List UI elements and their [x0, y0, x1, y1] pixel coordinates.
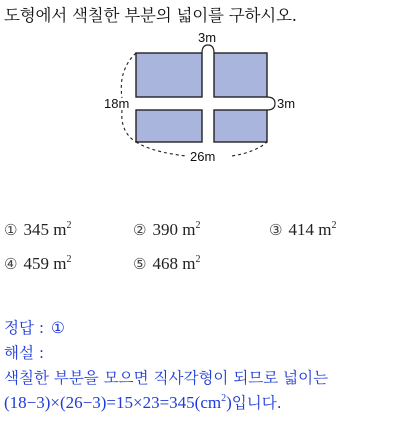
label-path-width-right: 3m: [277, 96, 296, 111]
choice-exponent: 2: [195, 254, 201, 265]
answer-label: 정답 :: [4, 319, 45, 337]
choice-1[interactable]: [4, 220, 71, 240]
choice-value: 468 m: [152, 254, 196, 273]
choice-value: 345 m: [23, 220, 67, 239]
choice-value: 390 m: [152, 220, 196, 239]
choice-exponent: 2: [195, 220, 201, 231]
choice-exponent: 2: [331, 220, 337, 231]
vertical-path-arc: [202, 45, 214, 53]
choice-number: ⑤: [133, 255, 147, 273]
shaded-region-bottom-right: [214, 110, 267, 142]
choice-exponent: 2: [66, 220, 72, 231]
shaded-rectangle-figure: [0, 0, 400, 180]
choice-exponent: 2: [66, 254, 72, 265]
shaded-region-bottom-left: [136, 110, 202, 142]
solution-section: [4, 316, 328, 416]
height-dimension-arc-lower: [122, 110, 136, 142]
label-height: 18m: [104, 96, 130, 111]
answer-value: ①: [51, 319, 65, 337]
choice-4[interactable]: [4, 254, 71, 274]
shaded-regions: [136, 53, 267, 142]
answer-line: [4, 316, 328, 341]
label-path-width-top: 3m: [198, 30, 217, 45]
explanation-label: 해설 :: [4, 344, 45, 362]
question-text: 도형에서 색칠한 부분의 넓이를 구하시오.: [4, 6, 297, 25]
choice-value: 459 m: [23, 254, 67, 273]
shaded-region-top-right: [214, 53, 267, 97]
label-width: 26m: [190, 149, 216, 164]
choice-number: ④: [4, 255, 18, 273]
choice-3[interactable]: [269, 220, 336, 240]
choice-5[interactable]: [133, 254, 200, 274]
choice-value: 414 m: [288, 220, 332, 239]
choice-number: ①: [4, 221, 18, 239]
formula-exponent: 2: [221, 393, 227, 404]
horizontal-path-arc: [267, 97, 275, 110]
choice-number: ②: [133, 221, 147, 239]
explanation-text: 색칠한 부분을 모으면 직사각형이 되므로 넓이는: [4, 369, 329, 387]
formula-tail: 입니다.: [231, 394, 282, 412]
choice-number: ③: [269, 221, 283, 239]
explanation-formula: [4, 391, 328, 416]
width-dimension-arc-left: [136, 142, 186, 156]
height-dimension-arc: [121, 53, 136, 98]
shaded-region-top-left: [136, 53, 202, 97]
formula-close: ): [226, 393, 232, 412]
choice-2[interactable]: [133, 220, 200, 240]
formula-main: (18−3)×(26−3)=15×23=345(cm: [4, 393, 222, 412]
width-dimension-arc-right: [232, 142, 267, 156]
